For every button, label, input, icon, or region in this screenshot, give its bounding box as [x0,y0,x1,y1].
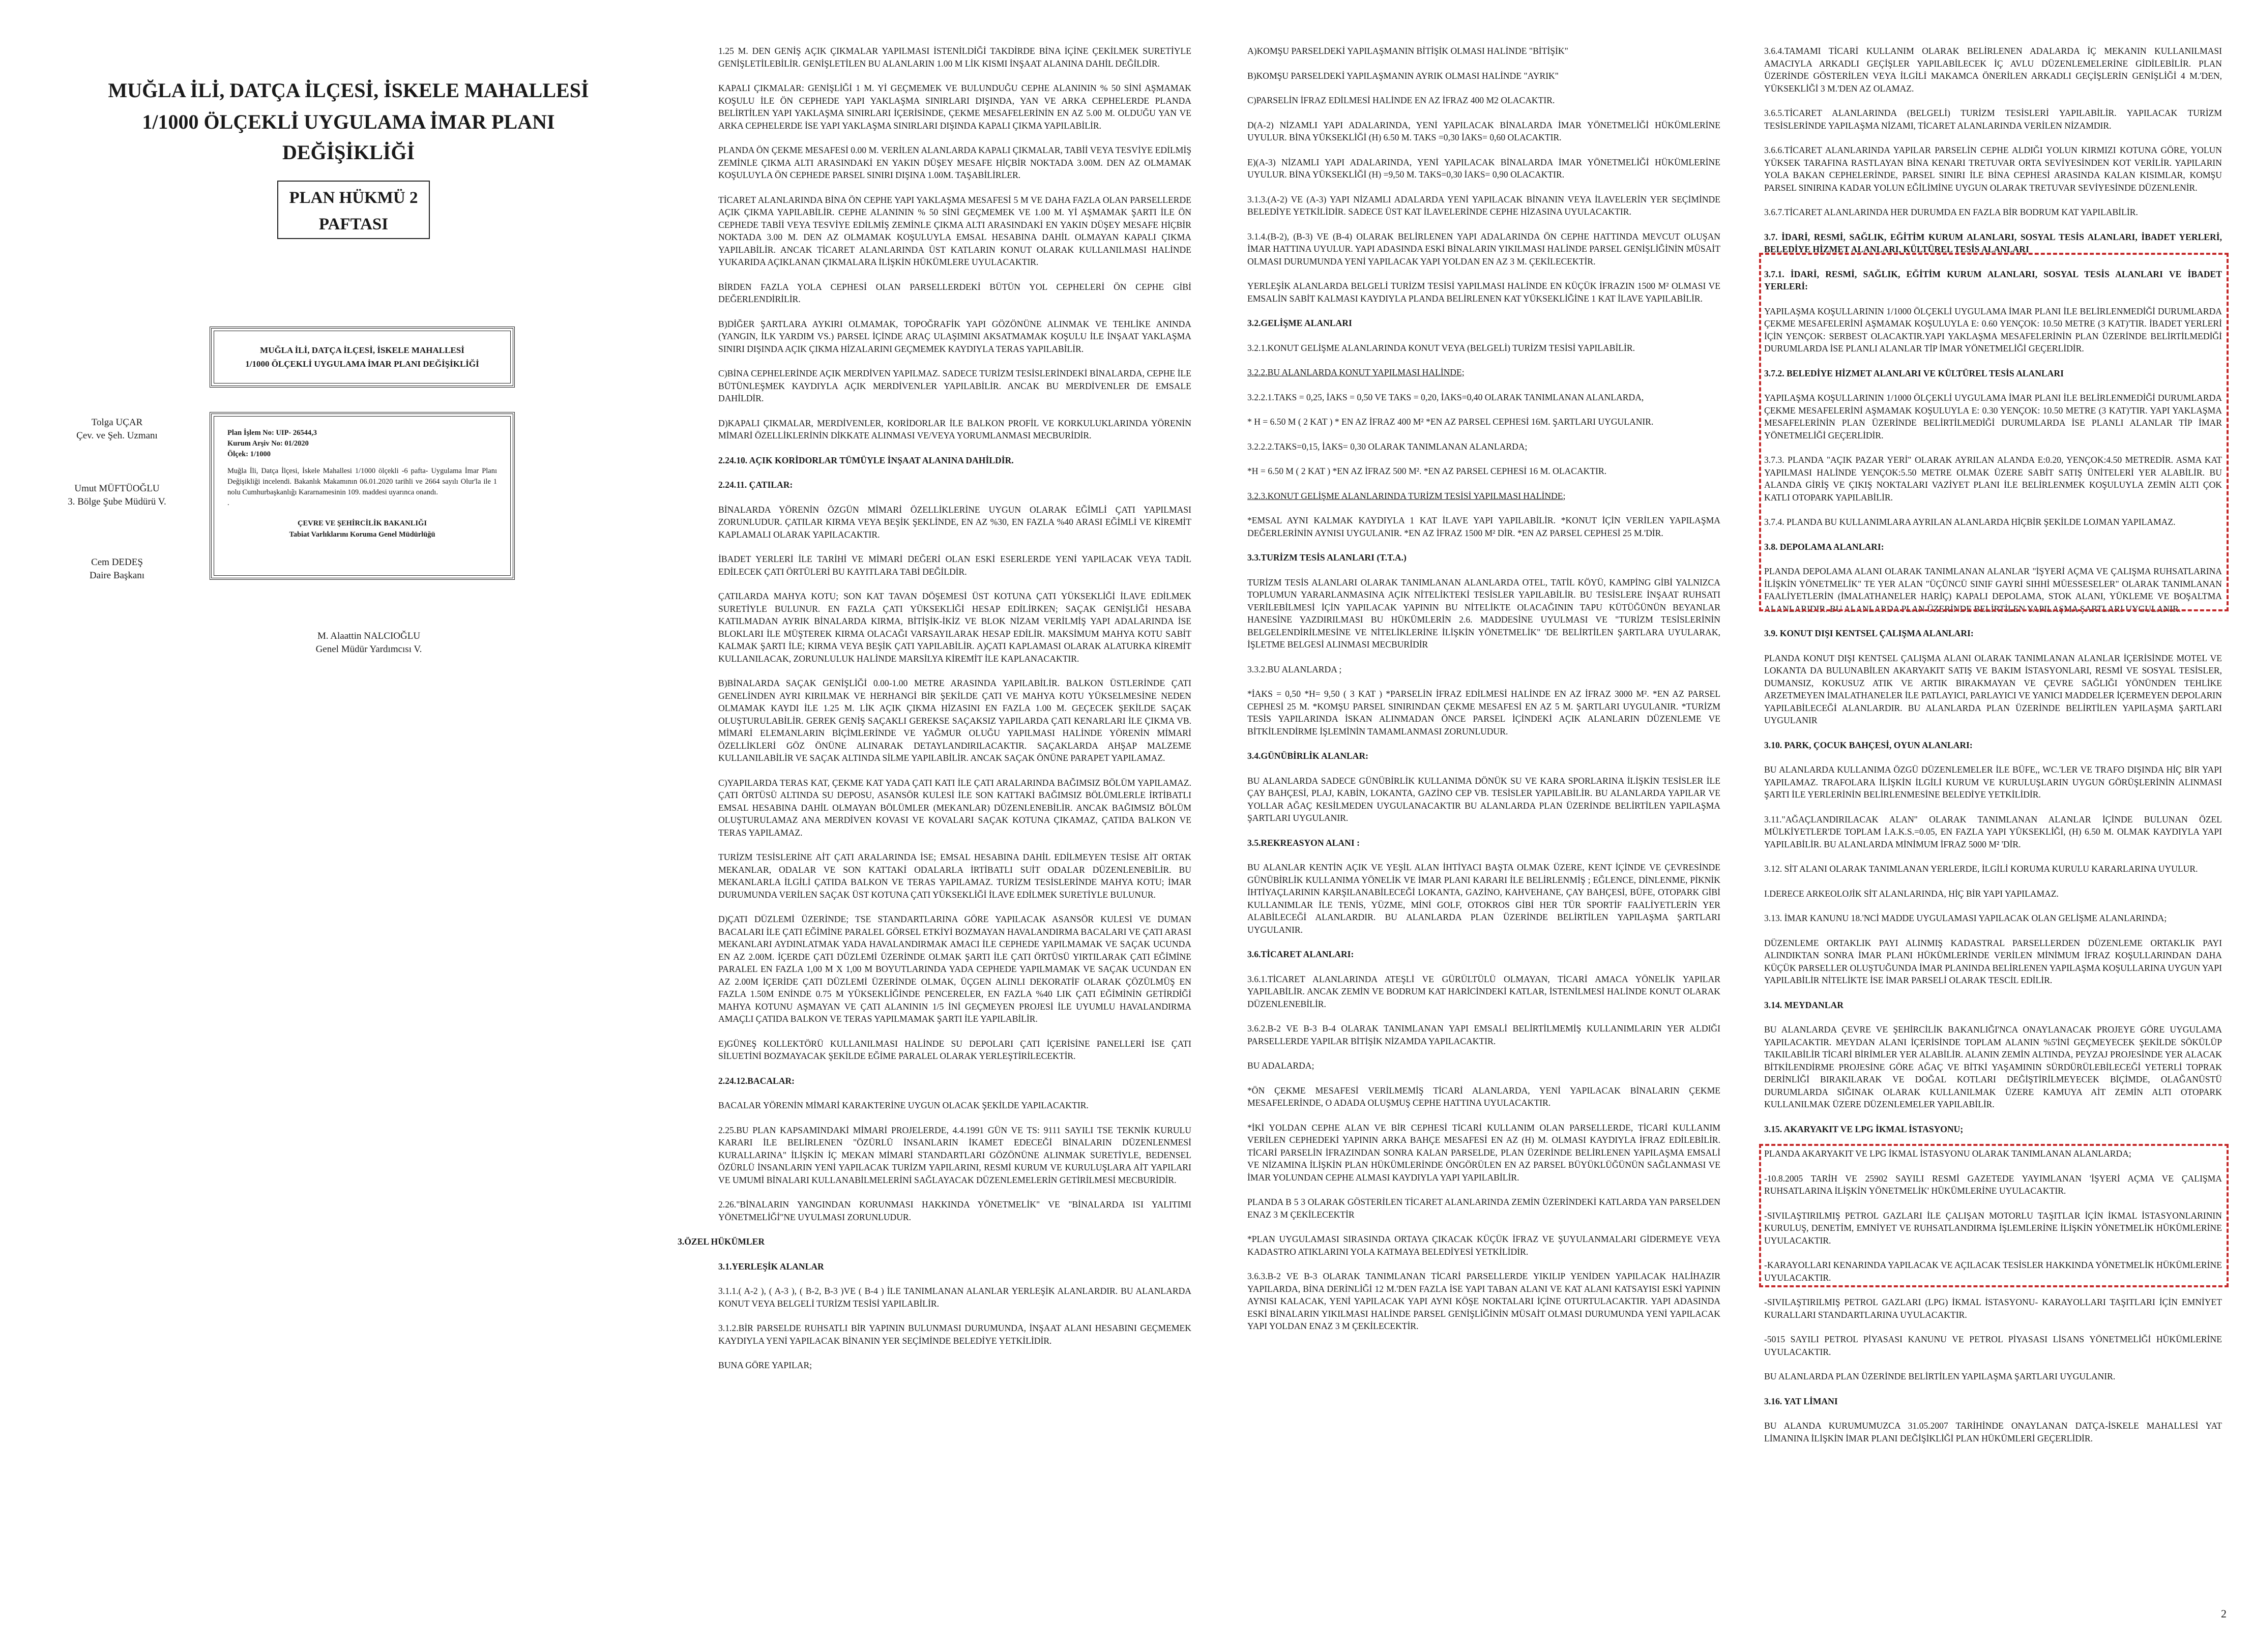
paragraph: 3.6.3.B-2 VE B-3 OLARAK TANIMLANAN TİCARİ PARSELLERDE YIKILIP YENİDEN YAPILACAK HALİHAZIR YAPILARDA, BİNA DERİNLİĞİ 12 M.'DEN FAZLA İSE YAPI TABAN ALANI VE KAT ALANI KATSAYISI ESKİ YAPININ AYNISI KALACAK, YENİ YAPILACAK YAPI AYNI KÖŞE NOKTALARI İÇİNE OTURTULACAKTIR. YAPI ADASINDA ESKİ BİNALARIN YIKILMASI HALİNDE PARSEL GENİŞLİĞİNİN MÜSAİT OLMASI DURUMUNDA YENİ YAPILACAK YAPI YOLDAN ENAZ 3 M ÇEKİLECEKTİR. [1247,1271,1720,1331]
signatory-2 [41,482,193,509]
frame-title-line1: MUĞLA İLİ, DATÇA İLÇESİ, İSKELE MAHALLESİ [260,345,464,355]
frame-title-line2: 1/1000 ÖLÇEKLİ UYGULAMA İMAR PLANI DEĞİŞİKLİĞİ [245,359,479,369]
section-heading: 3.14. MEYDANLAR [1764,999,1844,1010]
section-heading: 3.8. DEPOLAMA ALANLARI: [1764,541,1884,552]
section-heading: 2.24.12.BACALAR: [718,1075,795,1086]
paragraph: 3.2.2.1.TAKS = 0,25, İAKS = 0,50 VE TAKS = 0,20, İAKS=0,40 OLARAK TANIMLANAN ALANLARDA, [1247,392,1644,402]
section-heading: 3.4.GÜNÜBİRLİK ALANLAR: [1247,751,1369,761]
paragraph: D(A-2) NİZAMLI YAPI ADALARINDA, YENİ YAPILACAK BİNALARDA İMAR YÖNETMELİĞİ HÜKÜMLERİNE UYULUR. BİNA YÜKSEKLİĞİ (H) 6.50 M. TAKS =0,30 İAKS= 0,60 OLACAKTIR. [1247,120,1720,142]
paragraph: C)YAPILARDA TERAS KAT, ÇEKME KAT YADA ÇATI KATI İLE ÇATI ARALARINDA BAĞIMSIZ BÖLÜM YAPILAMAZ. ÇATI ÖRTÜSÜ ALTINDA SU DEPOSU, ASANSÖR KULESİ İLE SON KATTAKİ BAĞIMSIZ BÖLÜMLERLE İRTİBATLI EMSAL HESABINA DAHİL OLMAYAN BÖLÜMLER (MEKANLAR) DÜZENLENEBİLİR. ANCAK BAĞIMSIZ BÖLÜM OLUŞTURULAMAZ ANA MERDİVEN KOVASI VE KOVALARI SAÇAK KOTUNA ÇIKAMAZ, ÇATIDA BALKON VE TERAS YAPILAMAZ. [718,777,1191,838]
paragraph: 3.2.1.KONUT GELİŞME ALANLARINDA KONUT VEYA (BELGELİ) TURİZM TESİSİ YAPILABİLİR. [1247,342,1635,353]
paragraph: BUNA GÖRE YAPILAR; [718,1360,812,1370]
paragraph: 3.12. SİT ALANI OLARAK TANIMLANAN YERLERDE, İLGİLİ KORUMA KURULU KARARLARINA UYULUR. [1764,864,2198,874]
section-heading: 3.15. AKARYAKIT VE LPG İKMAL İSTASYONU; [1764,1124,1964,1134]
paragraph: B)DİĞER ŞARTLARA AYKIRI OLMAMAK, TOPOĞRAFİK YAPI GÖZÖNÜNE ALINMAK VE TEHLİKE ANINDA (YANGIN, İLK YARDIM VS.) PARSEL İÇİNDE ARAÇ ULAŞIMINI AKSATMAMAK KOŞULU İLE İNŞAAT YAKLAŞMA SINIRI DIŞINDA AÇIK ÇIKMA HİZALARINI GEÇMEMEK KAYDIYLA TERAS YAPILABİLİR. [718,318,1191,354]
archive-no: Kurum Arşiv No: 01/2020 [227,439,309,448]
signatory-name: Umut MÜFTÜOĞLU [74,483,160,494]
paragraph: PLANDA AKARYAKIT VE LPG İKMAL İSTASYONU OLARAK TANIMLANAN ALANLARDA; [1764,1148,2131,1159]
highlight-box-section-3-14 [1759,1144,2229,1287]
approval-dot: . [227,499,229,507]
title-panel [0,0,682,1652]
paragraph: BU ALANLARDA ÇEVRE VE ŞEHİRCİLİK BAKANLIĞI'NCA ONAYLANACAK PROJEYE GÖRE UYGULAMA YAPILACAKTIR. MEYDAN ALANI İÇERİSİNDE TOPLAM ALANIN %5'İNİ GEÇMEYECEK ŞEKİLDE SÖKÜLÜP TAKILABİLİR TİCARİ BİRİMLER YER ALABİLİR. ALANIN ZEMİN ALTINDA, PEYZAJ PROJESİNDE YER ALACAK BİTKİLENDİRME PROJESİNE GÖRE AĞAÇ VE BİTKİ YAŞAMININ SÜRDÜRÜLEBİLECEĞİ YETERLİ TOPRAK DERİNLİĞİ BIRAKILARAK VE DOĞAL KOTLARI DEĞİŞTİRİLMEYECEK BİÇİMDE, OLAĞANÜSTÜ DURUMLARDA SIĞINAK OLARAK KULLANILMAK ÜZERE KAMUYA AİT ZEMİN ALTI OTOPARK KULLANILMAK ÜZERE DÜZENLEMELER YAPILABİLİR. [1764,1024,2222,1109]
sheet-title-line2: PAFTASI [318,215,389,233]
paragraph: *İKİ YOLDAN CEPHE ALAN VE BİR CEPHESİ TİCARİ KULLANIM OLAN PARSELLERDE, TİCARİ KULLANIM VERİLEN CEPHEDEKİ YAPININ ARKA BAHÇE MESAFESİ EN AZ (H) M. OLMASI KAYDIYLA İFRAZ EDİLEBİLİR. TİCARİ PARSELİN İFRAZINDAN SONRA KALAN PARSELDE, PLAN ÜZERİNDE BELİRLENEN YAPILAŞMA EMSALİ VE NİZAMINA İLİŞKİN PLAN HÜKÜMLERİNDE ÖNGÖRÜLEN EN AZ PARSEL BÜYÜKLÜĞÜNÜN SAĞLANMASI VE İMAR YOLUNDAN CEPHE ALMASI KAYDIYLA YAPI YAPILABİLİR. [1247,1122,1720,1183]
section-heading: 3.ÖZEL HÜKÜMLER [678,1236,765,1247]
paragraph: TİCARET ALANLARINDA BİNA ÖN CEPHE YAPI YAKLAŞMA MESAFESİ 5 M VE DAHA FAZLA OLAN PARSELLERDE AÇIK ÇIKMA YAPILABİLİR. CEPHE ALANININ % 50 SİNİ GEÇMEMEK VE 1.00 M. Yİ AŞMAMAK ŞARTI İLE ÖN CEPHEDE TABİİ VEYA TESVİYE EDİLMİŞ ZEMİNLE ÇIKMA ALTI ARASINDAKİ EN YAKIN DÜŞEY MESAFE HİÇBİR NOKTADA 3.00 M. DEN AZ OLMAMAK KOŞULUYLA EMSAL HESABINA DAHİL OLMAYAN KAPALI ÇIKMA YAPILABİLİR. ANCAK TİCARET ALANLARINDA ÜST KATLARIN KONUT OLARAK KULLANILMASI HALİNDE YUKARIDA AÇIKLANAN ÇIKMALARA İLİŞKİN HÜKÜMLERE UYULACAKTIR. [718,194,1191,267]
paragraph: E)GÜNEŞ KOLLEKTÖRÜ KULLANILMASI HALİNDE SU DEPOLARI ÇATI İÇERİSİNE PANELLERİ İSE ÇATI SİLUETİNİ BOZMAYACAK ŞEKİLDE EĞİME PARALEL OLARAK YERLEŞTİRİLECEKTİR. [718,1038,1191,1061]
signatory-title: Çev. ve Şeh. Uzmanı [76,430,158,441]
plan-title-frame [210,327,515,388]
paragraph: 3.2.3.KONUT GELİŞME ALANLARINDA TURİZM TESİSİ YAPILMASI HALİNDE; [1247,490,1566,501]
paragraph: 3.3.2.BU ALANLARDA ; [1247,664,1342,674]
paragraph: B)BİNALARDA SAÇAK GENİŞLİĞİ 0.00-1.00 METRE ARASINDA YAPILABİLİR. BALKON ÜSTLERİNDE ÇATI GENELİNDEN AYRI KIRILMAK VE HERHANGİ BİR ŞEKİLDE ÇATI VE MAHYA KOTU YÜKSELMESİNE NEDEN OLMAMAK KAYDI İLE 1.25 M. LİK AÇIK ÇIKMA HİZASINI EN FAZLA 1.00 M. GEÇECEK ŞEKİLDE SAÇAK OLUŞTURULABİLİR. GEREK GENİŞ SAÇAKLI GEREKSE SAÇAKSIZ YAPILARDA ÇATI KENARLARI İLE ÇIKMA VB. MİMARİ ELEMANLARIN BİÇİMLERİNDE VE YAĞMUR OLUĞU YAPILMASI HALİNDE YÖRENİN MİMARİ ÖZELLİKLERİ GÖZ ÖNÜNE ALINARAK DETAYLANDIRILACAKTIR. SAÇAKLARDA AHŞAP MALZEME KULLANILABİLİR VE SAÇAK ALTINDA SİLME YAPILABİLİR. ANCAK SAÇAK ÖNÜNE PARAPET YAPILAMAZ. [718,678,1191,763]
signatory-title: 3. Bölge Şube Müdürü V. [68,496,166,507]
paragraph: 3.1.2.BİR PARSELDE RUHSATLI BİR YAPININ BULUNMASI DURUMUNDA, İNŞAAT ALANI HESABINI GEÇMEMEK KAYDIYLA YENİ YAPILACAK BİNANIN YER SEÇİMİNDE BELEDİYE YETKİLİDİR. [718,1323,1191,1346]
highlight-box-section-3-7 [1759,253,2229,611]
plan-no: Plan İşlem No: UIP- 26544,3 [227,429,317,437]
section-heading: 2.24.11. ÇATILAR: [718,480,793,490]
signatory-4 [282,630,455,656]
section-heading: 3.5.REKREASYON ALANI : [1247,837,1360,848]
paragraph: *EMSAL AYNI KALMAK KAYDIYLA 1 KAT İLAVE YAPI YAPILABİLİR. *KONUT İÇİN VERİLEN YAPILAŞMA DEĞERLERİNİN AYNISI UYGULANIR. *EN AZ İFRAZ 1500 M² DİR. *EN AZ PARSEL CEPHESİ 25 M.'DİR. [1247,515,1720,538]
paragraph: *H = 6.50 M ( 2 KAT ) *EN AZ İFRAZ 500 M². *EN AZ PARSEL CEPHESİ 16 M. OLACAKTIR. [1247,466,1607,476]
paragraph: A)KOMŞU PARSELDEKİ YAPILAŞMANIN BİTİŞİK OLMASI HALİNDE "BİTİŞİK" [1247,46,1568,56]
paragraph: -10.8.2005 TARİH VE 25902 SAYILI RESMİ GAZETEDE YAYIMLANAN 'İŞYERİ AÇMA VE ÇALIŞMA RUHSATLARINA İLİŞKİN YÖNETMELİK' HÜKÜMLERİNE UYULACAKTIR. [1764,1173,2222,1196]
paragraph: D)KAPALI ÇIKMALAR, MERDİVENLER, KORİDORLAR İLE BALKON PROFİL VE KORKULUKLARINDA YÖRENİN MİMARİ ÖZELLİKLERİNİN DİKKATE ALINMASI VE/VEYA YORUMLANMASI MECBURİDİR. [718,418,1191,440]
paragraph: 3.13. İMAR KANUNU 18.'NCİ MADDE UYGULAMASI YAPILACAK OLAN GELİŞME ALANLARINDA; [1764,913,2167,923]
paragraph: E)(A-3) NİZAMLI YAPI ADALARINDA, YENİ YAPILACAK BİNALARDA İMAR YÖNETMELİĞİ HÜKÜMLERİNE UYULUR. BİNA YÜKSEKLİĞİ (H) =9,50 M. TAKS=0,30 İAKS= 0,90 OLACAKTIR. [1247,157,1720,180]
paragraph: PLANDA B 5 3 OLARAK GÖSTERİLEN TİCARET ALANLARINDA ZEMİN ÜZERİNDEKİ KATLARDA YAN PARSELDEN ENAZ 3 M ÇEKİLECEKTİR [1247,1197,1720,1220]
section-heading: 3.9. KONUT DIŞI KENTSEL ÇALIŞMA ALANLARI: [1764,628,1974,638]
signatory-name: M. Alaattin NALCIOĞLU [317,631,421,641]
paragraph: * H = 6.50 M ( 2 KAT ) * EN AZ İFRAZ 400 M² *EN AZ PARSEL CEPHESİ 16M. ŞARTLARI UYGULANIR. [1247,417,1654,427]
paragraph: BU ALANLARDA KULLANIMA ÖZGÜ DÜZENLEMELER İLE BÜFE,, WC.'LER VE TRAFO DIŞINDA HİÇ BİR YAPI YAPILAMAZ. TRAFOLARA İLİŞKİN İLGİLİ KURUM VE KURULUŞLARIN UYGUN GÖRÜŞLERİNİN ALINMASI ŞARTI İLE YERLERİNİN BELİRLENMESİNE BELEDİYE YETKİLİDİR. [1764,764,2222,800]
text-column-1 [678,45,1191,1632]
paragraph: -SIVILAŞTIRILMIŞ PETROL GAZLARI İLE ÇALIŞAN MOTORLU TAŞITLAR İÇİN İKMAL İSTASYONLARININ KURULUŞ, DENETİM, EMNİYET VE RUHSATLANDIRMA İŞLEMLERİNE İLİŞKİN YÖNETMELİK HÜKÜMLERİNE UYULACAKTIR. [1764,1210,2222,1246]
paragraph: DÜZENLEME ORTAKLIK PAYI ALINMIŞ KADASTRAL PARSELLERDEN DÜZENLEME ORTAKLIK PAYI ALINDIKTAN SONRA İMAR PLANI HÜKÜMLERİNDE VERİLEN MİNİMUM İFRAZ KOŞULLARINDAN DAHA KÜÇÜK PARSELLER OLUŞTUĞUNDA İMAR PLANINDA BELİRLENEN YAPILAŞMA KOŞULLARINA UYGUN YAPI YAPILABİLİR NİTELİKTE İSE İMAR PARSELİ OLARAK TESCİL EDİLİR. [1764,937,2222,985]
paragraph: BİRDEN FAZLA YOLA CEPHESİ OLAN PARSELLERDEKİ BÜTÜN YOL CEPHELERİ ÖN CEPHE GİBİ DEĞERLENDİRİLİR. [718,281,1191,304]
paragraph: 2.25.BU PLAN KAPSAMINDAKİ MİMARİ PROJELERDE, 4.4.1991 GÜN VE TS: 9111 SAYILI TSE TEKNİK KURULU KARARI İLE BELİRLENEN "ÖZÜRLÜ İNSANLARIN İKAMET EDECEĞİ BİNALARIN DÜZENLENMESİ KURALLARINA" İLİŞKİN İÇ MEKAN MİMARİ STANDARTLARI GÖZÖNÜNE ALINMAK SURETİYLE, BEDENSEL ÖZÜRLÜ İNSANLARIN YENİ YAPILACAK TURİZM YAPILARINI, RESMİ KURUM VE KURULUŞLARA AİT YAPILARI VE UMUMİ BİNALARI KULLANABİLMELERİNİ SAĞLAYACAK DÜZENLEMELERİN GETİRİLMESİ MECBURİDİR. [718,1125,1191,1185]
section-heading: 3.6.TİCARET ALANLARI: [1247,949,1354,959]
paragraph: 3.2.2.2.TAKS=0,15, İAKS= 0,30 OLARAK TANIMLANAN ALANLARDA; [1247,441,1528,452]
section-heading: 3.7.2. BELEDİYE HİZMET ALANLARI VE KÜLTÜREL TESİS ALANLARI [1764,368,2064,378]
section-heading: 3.3.TURİZM TESİS ALANLARI (T.T.A.) [1247,552,1407,563]
paragraph: 3.1.1.( A-2 ), ( A-3 ), ( B-2, B-3 )VE ( B-4 ) İLE TANIMLANAN ALANLAR YERLEŞİK ALANLARDIR. BU ALANLARDA KONUT VEYA BELGELİ TURİZM TESİSİ YAPILABİLİR. [718,1286,1191,1309]
paragraph: PLANDA DEPOLAMA ALANI OLARAK TANIMLANAN ALANLAR "İŞYERİ AÇMA VE ÇALIŞMA RUHSATLARINA İLİŞKİN YÖNETMELİK" TE YER ALAN "ÜÇÜNCÜ SINIF GAYRİ SIHHİ MÜESSESELER" OLARAK TANIMLANAN FAALİYETLERİN (İMALATHANELER HARİÇ) KAPALI DEPOLAMA, STOK ALANI, YÜKLEME VE BOŞALTMA ALANLARIDIR. BU ALANLARDA PLAN ÜZERİNDE BELİRTİLEN YAPILAŞMA ŞARTLARI UYGULANIR. [1764,566,2222,614]
document-title-line2: 1/1000 ÖLÇEKLİ UYGULAMA İMAR PLANI DEĞİŞİKLİĞİ [142,110,555,164]
section-heading: 2.24.10. AÇIK KORİDORLAR TÜMÜYLE İNŞAAT ALANINA DAHİLDİR. [718,455,1014,465]
paragraph: 3.6.2.B-2 VE B-3 B-4 OLARAK TANIMLANAN YAPI EMSALİ BELİRTİLMEMİŞ KULLANIMLARIN YER ALDIĞI PARSELLERDE YAPILAR BİTİŞİK NİZAMDA YAPILACAKTIR. [1247,1023,1720,1046]
section-heading: 3.1.YERLEŞİK ALANLAR [718,1261,824,1272]
paragraph: D)ÇATI DÜZLEMİ ÜZERİNDE; TSE STANDARTLARINA GÖRE YAPILACAK ASANSÖR KULESİ VE DUMAN BACALARI İLE ÇATI EĞİMİNE PARALEL GÖRSEL ETKİYİ BOZMAYAN HAVALANDIRMA BACALARI VE ÇATI ARASI MEKANLARI AYDINLATMAK YADA HAVALANDIRMAK AMACI İLE CEPHEDE YAPILMAMAK VE SAÇAK UCUNDA EN AZ 2.00M. İÇERDE ÇATI DÜZLEMİ ÜZERİNDE OLMAK ŞARTI İLE ÇATI ÖRTÜSÜ YIRTILARAK ÇATI EĞİMİNE PARALEL EN FAZLA 1,00 M X 1,00 M BOYUTLARINDA YADA CEPHEDE YAPILMAMAK VE SAÇAK UCUNDAN EN AZ 2.00M İÇERİDE ÇATI DÜZLEMİ ÜZERİNDE OLMAK, ÜÇGEN ALINLI DEKORATİF OLARAK ÇÖZÜLMÜŞ EN FAZLA 1.50M ENİNDE 0.75 M YÜKSEKLİĞİNDE PENCERELER, EN FAZLA %40 LIK ÇATI EĞİMİNİN GETİRDİĞİ MAHYA KOTUNU AŞMAYAN VE ÇATI ALANININ 1/5 İNİ GEÇMEYEN PROJESİ İLE UYUMLU HAVALANDIRMA AMAÇLI ÇATIDA BALKON VE TERAS YAPILMAMAK ŞARTI İLE YAPILABİLİR. [718,914,1191,1024]
paragraph: *ÖN ÇEKME MESAFESİ VERİLMEMİŞ TİCARİ ALANLARDA, YENİ YAPILACAK BİNALARIN ÇEKME MESAFELERİNDE, O ADADA OLUŞMUŞ CEPHE HATTINA UYULACAKTIR. [1247,1085,1720,1108]
sheet-title-line1: PLAN HÜKMÜ 2 [289,189,418,207]
paragraph: PLANDA KONUT DIŞI KENTSEL ÇALIŞMA ALANI OLARAK TANIMLANAN ALANLAR İÇERİSİNDE MOTEL VE LOKANTA DA BULUNABİLEN AKARYAKIT SATIŞ VE BAKIM İSTASYONLARI, RESMİ VE SOSYAL TESİSLER, DUMANSIZ, KOKUSUZ ATIK VE ARTIK BIRAKMAYAN VE ÇEVRE SAĞLIĞI YÖNÜNDEN TEHLİKE ARZETMEYEN İMALATHANELER İLE PATLAYICI, PARLAYICI VE YANICI MADDELER İÇERMEYEN DEPOLARIN YAPILABİLECEĞİ ALANLARDIR. BU ALANLARDA PLAN ÜZERİNDE BELİRTİLEN YAPILAŞMA ŞARTLARI UYGULANIR [1764,653,2222,725]
paragraph: 3.11."AĞAÇLANDIRILACAK ALAN" OLARAK TANIMLANAN ALANLAR İÇİNDE BULUNAN ÖZEL MÜLKİYETLER'DE TOPLAM İ.A.K.S.=0.05, EN FAZLA YAPI YÜKSEKLİĞİ, (H) 6.50 M. OLMAK KAYDIYLA YAPI YAPILABİLİR. BU ALANLARDA MİNİMUM İFRAZ 5000 M² 'DİR. [1764,814,2222,849]
approval-text: Muğla İli, Datça İlçesi, İskele Mahallesi 1/1000 ölçekli -6 pafta- Uygulama İmar Planı Değişikliği incelendi. Bakanlık Makamının 06.01.2020 tarihli ve 2664 sayılı Olur'la ile 1 nolu Cumhurbaşkanlığı Kararnamesinin 109. maddesi uyarınca onandı. [227,467,497,496]
paragraph: 3.7.4. PLANDA BU KULLANIMLARA AYRILAN ALANLARDA HİÇBİR ŞEKİLDE LOJMAN YAPILAMAZ. [1764,517,2176,527]
approval-stamp-frame [210,412,515,580]
paragraph: BU ALANLAR KENTİN AÇIK VE YEŞİL ALAN İHTİYACI BAŞTA OLMAK ÜZERE, KENT İÇİNDE VE ÇEVRESİNDE GÜNÜBİRLİK KULLANIMA YÖNELİK VE İMAR PLANI KARARI İLE BELİRLENMİŞ ; EĞLENCE, DİNLENME, PİKNİK İHTİYAÇLARININ KARŞILANABİLECEĞİ LOKANTA, GAZİNO, KAHVEHANE, ÇAY BAHÇESİ, BÜFE, OTOPARK GİBİ KULLANIMLAR İLE TENİS, YÜZME, MİNİ GOLF, OTOKROS GİBİ HER TÜR SPORTİF FAALİYETLERİN YER ALABİLECEĞİ ALANLARDIR. BU ALANLARDA PLAN ÜZERİNDE BELİRTİLEN YAPILAŞMA ŞARTLARI UYGULANIR. [1247,862,1720,935]
paragraph: 3.6.6.TİCARET ALANLARINDA YAPILAR PARSELİN CEPHE ALDIĞI YOLUN KIRMIZI KOTUNA GÖRE, YOLUN YÜKSEK TARAFINA RASTLAYAN BİNA KENARI TRETUVAR ORTA SEVİYESİNDEN KOT VERİLİR. YAPILARIN YOLA BAKAN CEPHELERİNDE, PARSEL SINIRI İLE BİNA CEPHESİ ARASINDA KALAN KISIMLAR, KOMŞU PARSEL SINIRINA KADAR YOLUN EĞİLİMİNE UYGUN OLARAK TRETUVAR SEVİYESİNDE DÜZENLENİR. [1764,145,2222,193]
signatory-name: Tolga UÇAR [91,417,143,428]
section-heading: 3.16. YAT LİMANI [1764,1396,1838,1406]
paragraph: 3.1.4.(B-2), (B-3) VE (B-4) OLARAK BELİRLENEN YAPI ADALARINDA ÖN CEPHE HATTINDA MEVCUT OLUŞAN İMAR HATTINA UYULUR. YAPI ADASINDA ESKİ BİNALARIN YIKILMASI HALİNDE PARSEL GENİŞLİĞİNİN MÜSAİT OLMASI DURUMUNDA YENİ YAPILACAK YAPI YOLDAN EN AZ 3 M. ÇEKİLECEKTİR. [1247,231,1720,267]
paragraph: İBADET YERLERİ İLE TARİHİ VE MİMARİ DEĞERİ OLAN ESKİ ESERLERDE YENİ YAPILACAK VEYA TADİL EDİLECEK ÇATI ÖRTÜLERİ BU KAYITLARA TABİ DEĞİLDİR. [718,554,1191,577]
paragraph: 3.6.1.TİCARET ALANLARINDA ATEŞLİ VE GÜRÜLTÜLÜ OLMAYAN, TİCARİ AMACA YÖNELİK YAPILAR YAPILABİLİR. ANCAK ZEMİN VE BODRUM KAT HARİCİNDEKİ KATLAR, İSTENİLMESİ HALİNDE KONUT OLARAK DÜZENLENEBİLİR. [1247,973,1720,1009]
ministry-name: ÇEVRE VE ŞEHİRCİLİK BAKANLIĞI [298,519,427,527]
directorate-name: Tabiat Varlıklarını Koruma Genel Müdürlüğü [289,530,435,539]
paragraph: -KARAYOLLARI KENARINDA YAPILACAK VE AÇILACAK TESİSLER HAKKINDA YÖNETMELİK HÜKÜMLERİNE UYULACAKTIR. [1764,1260,2222,1283]
paragraph: C)BİNA CEPHELERİNDE AÇIK MERDİVEN YAPILMAZ. SADECE TURİZM TESİSLERİNDEKİ BİNALARDA, CEPHE İLE BÜTÜNLEŞMEK KAYDIYLA AÇIK MERDİVENLER YAPILABİLİR. ANCAK BU MERDİVENLER DE EMSALE DAHİLDİR. [718,368,1191,403]
paragraph: -SIVILAŞTIRILMIŞ PETROL GAZLARI (LPG) İKMAL İSTASYONU- KARAYOLLARI TAŞITLARI İÇİN EMNİYET KURALLARI STANDARTLARINA UYULACAKTIR. [1764,1297,2222,1320]
paragraph: I.DERECE ARKEOLOJİK SİT ALANLARINDA, HİÇ BİR YAPI YAPILAMAZ. [1764,888,2059,899]
paragraph: -5015 SAYILI PETROL PİYASASI KANUNU VE PETROL PİYASASI LİSANS YÖNETMELİĞİ HÜKÜMLERİNE UYULACAKTIR. [1764,1334,2222,1357]
sheet-title-box [277,181,430,239]
signatory-3 [46,556,188,582]
paragraph: C)PARSELİN İFRAZ EDİLMESİ HALİNDE EN AZ İFRAZ 400 M2 OLACAKTIR. [1247,95,1555,105]
scale-label: Ölçek: 1/1000 [227,450,271,458]
section-heading: 3.7. İDARİ, RESMİ, SAĞLIK, EĞİTİM KURUM ALANLARI, SOSYAL TESİS ALANLARI, İBADET YERLERİ, BELEDİYE HİZMET ALANLARI, KÜLTÜREL TESİS ALANLARI [1764,231,2222,254]
paragraph: PLANDA ÖN ÇEKME MESAFESİ 0.00 M. VERİLEN ALANLARDA KAPALI ÇIKMALAR, TABİİ VEYA TESVİYE EDİLMİŞ ZEMİNLE ÇIKMA ALTI ARASINDAKİ EN YAKIN DÜŞEY MESAFE HİÇBİR NOKTADA 3.00M. DEN AZ OLMAMAK KOŞULUYLA ÖN CEPHEDE PARSEL SINIRI DIŞINA 1.00M. TAŞABİLİRLER. [718,145,1191,180]
signatory-name: Cem DEDEŞ [91,557,143,568]
paragraph: 3.6.4.TAMAMI TİCARİ KULLANIM OLARAK BELİRLENEN ADALARDA İÇ MEKANIN KULLANILMASI AMACIYLA ARKADLI GEÇİŞLER YAPILABİLECEK İÇ AVLU DÜZENLEMELERİNE GİDİLEBİLİR. PLAN ÜZERİNDE GÖSTERİLEN VEYA İLGİLİ MAKAMCA ÖNERİLEN ARKADLI GEÇİŞLERİN GENİŞLİĞİ 4 M.'DEN, YÜKSEKLİĞİ 3 M.'DEN AZ OLAMAZ. [1764,46,2222,94]
paragraph: TURİZM TESİS ALANLARI OLARAK TANIMLANAN ALANLARDA OTEL, TATİL KÖYÜ, KAMPİNG GİBİ YALNIZCA TOPLUMUN YARARLANMASINA AÇIK NİTELİKTEKİ TESİSLER YAPILABİLİR. BU TESİSLERE İNŞAAT RUHSATI VERİLEBİLMESİ İÇİN YAPILACAK YAPININ BU NİTELİKTE OLACAĞININ TAPU KÜTÜĞÜNÜN BEYANLAR HANESİNE YAZDIRILMASI BU HÜKÜMLERİN 2.6. MADDESİNE UYULMASI VE "TURİZM TESİSLERİNİN BELGELENDİRİLMESİNE VE NİTELİKLERİNE İLİŞKİN YÖNETMELİK" 'DE BELİRTİLEN ŞARTLARA UYULARAK, İŞLETME BELGESİ ALINMASI MECBURİDİR [1247,577,1720,650]
paragraph: BU ALANLARDA SADECE GÜNÜBİRLİK KULLANIMA DÖNÜK SU VE KARA SPORLARINA İLİŞKİN TESİSLER İLE ÇAY BAHÇESİ, PLAJ, KABİN, LOKANTA, GAZİNO CEP VB. TESİSLER YAPILABİLİR. BU ALANLARDA YAPILAR VE YOLLAR AĞAÇ KESİLMEDEN UYGULANACAKTIR BU ALANLARDA PLAN ÜZERİNDE BELİRTİLEN YAPILAŞMA ŞARTLARI UYGULANIR. [1247,775,1720,823]
paragraph: 3.2.2.BU ALANLARDA KONUT YAPILMASI HALİNDE; [1247,367,1465,377]
paragraph: 3.7.3. PLANDA "AÇIK PAZAR YERİ" OLARAK AYRILAN ALANDA E:0.20, YENÇOK:4.50 METREDİR. ASMA KAT YAPILMASI HALİNDE YENÇOK:5.50 METRE OLMAK ÜZERE SABİT SATIŞ ÜNİTELERİ YER ALABİLİR. BU ALANDA GİRİŞ VE ÇIKIŞ NOKTALARI VAZİYET PLANI İLE BELİRLENMEK KOŞULUYLA ZEMİN ALTI ÇOK KATLI OTOPARK YAPILABİLİR. [1764,455,2222,503]
paragraph: 3.1.3.(A-2) VE (A-3) YAPI NİZAMLI ADALARDA YENİ YAPILACAK BİNANIN VEYA İLAVELERİN YER SEÇİMİNDE BELEDİYE YETKİLİDİR. SADECE ÜST KAT İLAVELERİNDE CEPHE HİZASINA UYULACAKTIR. [1247,194,1720,217]
paragraph: YAPILAŞMA KOŞULLARININ 1/1000 ÖLÇEKLİ UYGULAMA İMAR PLANI İLE BELİRLENMEDİĞİ DURUMLARDA ÇEKME MESAFELERİNİ AŞMAMAK KOŞULUYLA E: 0.30 YENÇOK: 10.50 METRE (3 KAT)'TIR. YAPI YAKLAŞMA MESAFELERİNİN PLAN ÜZERİNDE BELİRTİLMEDİĞİ DURUMLARDA İSE PLANLI ALANLAR TİP İMAR YÖNETMELİĞİ GEÇERLİDİR. [1764,393,2222,440]
section-heading: 3.10. PARK, ÇOCUK BAHÇESİ, OYUN ALANLARI: [1764,740,1973,750]
signatory-1 [46,416,188,442]
paragraph: BACALAR YÖRENİN MİMARİ KARAKTERİNE UYGUN OLACAK ŞEKİLDE YAPILACAKTIR. [718,1100,1089,1110]
paragraph: TURİZM TESİSLERİNE AİT ÇATI ARALARINDA İSE; EMSAL HESABINA DAHİL EDİLMEYEN TESİSE AİT ORTAK MEKANLAR, ODALAR VE SON KATTAKİ ODALARLA İRTİBATLI SUİT ODALAR DÜZENLENEBİLİR. BU MEKANLARLA İLGİLİ ÇATIDA BALKON VE TERAS YAPILAMAZ. TURİZM TESİSLERİNDE MAHYA KOTU; İMAR DURUMUNDA VERİLEN SAÇAK ÜST KOTUNA ÇATI YÜKSEKLİĞİ İLAVE EDİLMEK SURETİYLE BULUNUR. [718,852,1191,900]
paragraph: YERLEŞİK ALANLARDA BELGELİ TURİZM TESİSİ YAPILMASI HALİNDE EN KÜÇÜK İFRAZIN 1500 M² OLMASI VE EMSALİN SABİT KALMASI KAYDIYLA PLANDA BELİRLENEN KAT YÜKSEKLİĞİNE 1 KAT İLAVE YAPILABİLİR. [1247,281,1720,304]
paragraph: 3.6.5.TİCARET ALANLARINDA (BELGELİ) TURİZM TESİSLERİ YAPILABİLİR. YAPILACAK TURİZM TESİSLERİNDE YAPILAŞMA NİZAMI, TİCARET ALANLARINDA VERİLEN NİZAMDIR. [1764,108,2222,131]
paragraph: B)KOMŞU PARSELDEKİ YAPILAŞMANIN AYRIK OLMASI HALİNDE "AYRIK" [1247,70,1559,81]
section-heading: 3.7.1. İDARİ, RESMİ, SAĞLIK, EĞİTİM KURUM ALANLARI, SOSYAL TESİS ALANLARI VE İBADET YERLERİ: [1764,269,2222,291]
paragraph: *PLAN UYGULAMASI SIRASINDA ORTAYA ÇIKACAK KÜÇÜK İFRAZ VE ŞUYULANMALARI GİDERMEYE VEYA KADASTRO ATIKLARINI YOLA KATMAYA BELEDİYESİ YETKİLİDİR. [1247,1234,1720,1257]
document-title-line1: MUĞLA İLİ, DATÇA İLÇESİ, İSKELE MAHALLESİ [108,79,589,102]
signatory-title: Genel Müdür Yardımcısı V. [315,644,422,655]
paragraph: BU ALANDA KURUMUMUZCA 31.05.2007 TARİHİNDE ONAYLANAN DATÇA-İSKELE MAHALLESİ YAT LİMANINA İLİŞKİN İMAR PLANI DEĞİŞİKLİĞİ PLAN HÜKÜMLERİ GEÇERLİDİR. [1764,1421,2222,1443]
paragraph: YAPILAŞMA KOŞULLARININ 1/1000 ÖLÇEKLİ UYGULAMA İMAR PLANI İLE BELİRLENMEDİĞİ DURUMLARDA ÇEKME MESAFELERİNİ AŞMAMAK KOŞULUYLA E: 0.60 YENÇOK: 10.50 METRE (3 KAT)'TIR. İBADET YERLERİ İÇİN YENÇOK: SERBEST OLACAKTIR.YAPI YAKLAŞMA MESAFELERİNİN PLAN ÜZERİNDE BELİRTİLMEDİĞİ DURUMLARDA İSE PLANLI ALANLAR TİP İMAR YÖNETMELİĞİ GEÇERLİDİR. [1764,306,2222,353]
paragraph: BİNALARDA YÖRENİN ÖZGÜN MİMARİ ÖZELLİKLERİNE UYGUN OLARAK EĞİMLİ ÇATI YAPILMASI ZORUNLUDUR. ÇATILAR KIRMA VEYA BEŞİK ŞEKLİNDE, EN AZ %30, EN FAZLA %40 ARASI EĞİMLİ VE KİREMİT KAPLAMALI OLARAK YAPILACAKTIR. [718,504,1191,540]
paragraph: KAPALI ÇIKMALAR: GENİŞLİĞİ 1 M. Yİ GEÇMEMEK VE BULUNDUĞU CEPHE ALANININ % 50 SİNİ AŞMAMAK KOŞULU İLE ÖN CEPHEDE YAPI YAKLAŞMA SINIRLARI DIŞINDA, YAN VE ARKA CEPHELERDE PLANDA BELİRTİLEN YAPI YAKLAŞMA SINIRLARI İÇERİSİNDE, ÇEKME MESAFELERİNİN EN AZ 5.00 M. OLDUĞU YAN VE ARKA CEPHELERDE İSE YAPI YAKLAŞMA SINIRLARI DIŞINDA KAPALI ÇIKMA YAPILABİLİR. [718,83,1191,131]
paragraph: *İAKS = 0,50 *H= 9,50 ( 3 KAT ) *PARSELİN İFRAZ EDİLMESİ HALİNDE EN AZ İFRAZ 3000 M². *EN AZ PARSEL CEPHESİ 25 M. *KOMŞU PARSEL SINIRINDAN ÇEKME MESAFESİ EN AZ 5 M. ŞARTLARI UYGULANIR. *TURİZM TESİS YAPILARINDA İSKAN ALINMADAN ÖNCE PARSEL İÇİNDEKİ AÇIK ALANLARIN DÜZENLEME VE BİTKİLENDİRME İŞLEMİNİN TAMAMLANMASI ZORUNLUDUR. [1247,689,1720,736]
page-number: 2 [2221,1607,2227,1620]
paragraph: 1.25 M. DEN GENİŞ AÇIK ÇIKMALAR YAPILMASI İSTENİLDİĞİ TAKDİRDE BİNA İÇİNE ÇEKİLMEK SURETİYLE GENİŞLETİLEBİLİR. GENİŞLETİLEN BU ALANLARIN 1.00 M LİK KISMI İNŞAAT ALANINA DAHİL DEĞİLDİR. [718,46,1191,69]
paragraph: BU ADALARDA; [1247,1060,1314,1071]
signatory-title: Daire Başkanı [89,570,145,581]
paragraph: 2.26."BİNALARIN YANGINDAN KORUNMASI HAKKINDA YÖNETMELİK" VE "BİNALARDA ISI YALITIMI YÖNETMELİĞİ"NE UYULMASI ZORUNLUDUR. [718,1199,1191,1222]
paragraph: ÇATILARDA MAHYA KOTU; SON KAT TAVAN DÖŞEMESİ ÜST KOTUNA ÇATI YÜKSEKLİĞİ İLAVE EDİLMEK SURETİYLE BULUNUR. EN FAZLA ÇATI YÜKSEKLİĞİ HESAP EDİLİRKEN; SAÇAK GENİŞLİĞİ HESABA KATILMADAN AYRIK BİNALARDA KIRMA, BİTİŞİK-İKİZ VE BLOK NİZAM VERİLMİŞ YAPI ADALARINDA İSE BLOKLARI İLE MÜŞTEREK KIRMA OLACAĞI VARSAYILARAK HESAP EDİLİR. MAKSİMUM MAHYA KOTU SABİT KALMAK ŞARTI İLE; KIRMA VEYA BEŞİK ÇATI YAPILABİLİR. A)ÇATI KAPLAMASI OLARAK ALATURKA KİREMİT KULLANILACAK, ZORUNLULUK HALİNDE MARSİLYA KİREMİT İLE KAPLANACAKTIR. [718,591,1191,664]
paragraph: 3.6.7.TİCARET ALANLARINDA HER DURUMDA EN FAZLA BİR BODRUM KAT YAPILABİLİR. [1764,207,2138,217]
text-column-2 [1247,45,1720,1632]
paragraph: BU ALANLARDA PLAN ÜZERİNDE BELİRTİLEN YAPILAŞMA ŞARTLARI UYGULANIR. [1764,1371,2116,1381]
section-heading: 3.2.GELİŞME ALANLARI [1247,318,1352,328]
